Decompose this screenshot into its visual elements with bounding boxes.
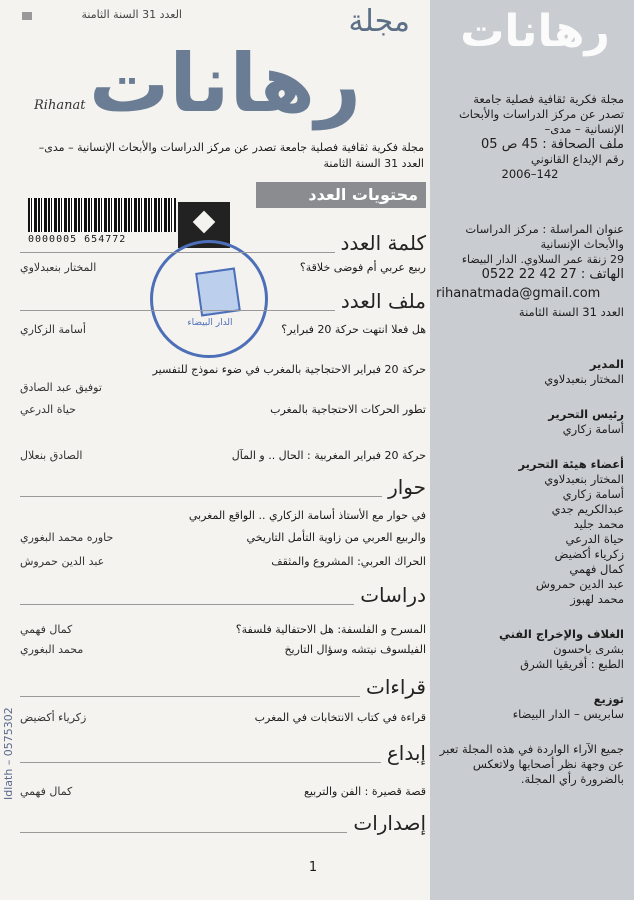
issue-top-label: العدد 31 السنة الثامنة — [81, 8, 182, 21]
section-title: دراسات — [354, 580, 426, 610]
section-header — [20, 738, 426, 768]
page-number: 1 — [308, 860, 318, 875]
item-title: في حوار مع الأستاذ أسامة الزكاري .. الواقع المغربي — [188, 509, 426, 522]
intro-text — [24, 140, 424, 176]
board-member: محمد لهبوز — [570, 592, 624, 606]
sidebar-desc-line: الإنسانية – مدى– — [544, 122, 624, 136]
margin-handwriting: Idlath – 0575302 — [2, 707, 15, 800]
majalla-label: مجلة — [348, 4, 410, 39]
item-author: توفيق عبد الصادق — [20, 381, 102, 394]
toc-item — [20, 402, 426, 418]
board-member: عبدالكريم جدي — [551, 502, 624, 516]
item-author: عبد الدين حمروش — [20, 555, 105, 568]
item-title: هل فعلا انتهت حركة 20 فبراير؟ — [281, 323, 426, 336]
sidebar-address-line: والأبحاث الإنسانية — [540, 237, 624, 251]
item-title: الحراك العربي: المشروع والمثقف — [271, 555, 426, 568]
section-title: كلمة العدد — [335, 228, 427, 258]
board-member: أسامة زكاري — [562, 487, 624, 501]
sidebar-desc-line: مجلة فكرية ثقافية فصلية جامعة — [473, 92, 624, 106]
item-author: كمال فهمي — [20, 785, 73, 798]
toc-item — [20, 710, 426, 726]
design-name: بشرى باحسون — [553, 642, 624, 656]
toc-item — [20, 448, 426, 464]
sidebar-staff — [436, 355, 624, 787]
board-label: أعضاء هيئة التحرير — [518, 457, 624, 471]
magazine-logo: رهانات — [88, 37, 362, 130]
sidebar-phone: الهاتف : 27 42 22 0522 — [481, 267, 624, 282]
sidebar-address — [436, 222, 624, 320]
sidebar-issue: العدد 31 السنة الثامنة — [518, 305, 624, 319]
decor-square-icon — [22, 12, 32, 20]
dist-label: توزيع — [593, 692, 624, 706]
toc-item — [20, 362, 426, 378]
item-author: حاوره محمد البغوري — [20, 531, 114, 544]
board-member: زكرياء أكضيض — [554, 547, 624, 561]
item-author: حياة الدرعي — [20, 403, 76, 416]
intro-line: العدد 31 السنة الثامنة — [323, 157, 424, 170]
section-title: حوار — [382, 472, 426, 502]
sidebar-logo: رهانات — [460, 6, 610, 57]
sidebar-desc-line: ملف الصحافة : 45 ص 05 — [481, 137, 624, 152]
section-title: ملف العدد — [335, 286, 426, 316]
board-member: حياة الدرعي — [565, 532, 624, 546]
disclaimer-line: جميع الآراء الواردة في هذه المجلة تعبر — [439, 742, 624, 756]
toc-item — [20, 322, 426, 338]
stamp-text: الدار البيضاء — [187, 318, 233, 328]
section-header — [20, 228, 426, 258]
section-header — [20, 286, 426, 316]
item-title: حركة 20 فبراير المغربية : الحال .. و المآل — [231, 449, 426, 462]
section-title: قراءات — [360, 672, 426, 702]
toc-item — [20, 554, 426, 570]
board-member: محمد جليد — [573, 517, 624, 531]
dist-info: سابريس – الدار البيضاء — [512, 707, 624, 721]
sidebar-email: rihanatmada@gmail.com — [436, 286, 601, 301]
director-name: المختار بنعبدلاوي — [544, 372, 624, 386]
editor-name: أسامة زكاري — [562, 422, 624, 436]
intro-line: مجلة فكرية ثقافية فصلية جامعة تصدر عن مركز الدراسات والأبحاث الإنسانية – مدى– — [38, 141, 424, 154]
sidebar-desc-line: رقم الإيداع القانوني — [530, 152, 624, 166]
item-title: حركة 20 فبراير الاحتجاجية بالمغرب في ضوء نموذج للتفسير — [152, 363, 426, 376]
sidebar-address-line: عنوان المراسلة : مركز الدراسات — [465, 222, 624, 236]
toc-item — [20, 530, 426, 546]
item-author: كمال فهمي — [20, 623, 73, 636]
item-author: زكرياء أكضيض — [20, 711, 87, 724]
toc-item — [20, 260, 426, 276]
section-header — [20, 580, 426, 610]
item-title: قراءة في كتاب الانتخابات في المغرب — [254, 711, 426, 724]
sidebar-desc-line: تصدر عن مركز الدراسات والأبحاث — [458, 107, 624, 121]
item-title: والربيع العربي من زاوية التأمل التاريخي — [246, 531, 426, 544]
item-author: محمد البغوري — [20, 643, 84, 656]
barcode-number: 0000005 654772 — [28, 234, 127, 245]
contents-title: محتويات العدد — [256, 182, 426, 208]
item-title: تطور الحركات الاحتجاجية بالمغرب — [270, 403, 426, 416]
toc-item — [20, 784, 426, 800]
item-title: الفيلسوف نيتشه وسؤال التاريخ — [284, 643, 426, 656]
toc-item — [20, 622, 426, 638]
toc-item — [20, 642, 426, 658]
item-author: المختار بنعبدلاوي — [20, 261, 97, 274]
board-member: المختار بنعبدلاوي — [544, 472, 624, 486]
item-title: قصة قصيرة : الفن والتربيع — [303, 785, 426, 798]
section-title: إبداع — [381, 738, 426, 768]
director-label: المدير — [589, 357, 624, 371]
disclaimer-line: عن وجهة نظر أصحابها ولاتعكس — [472, 757, 624, 771]
item-author: أسامة الزكاري — [20, 323, 86, 336]
disclaimer-line: بالضرورة رأي المجلة. — [520, 772, 624, 786]
toc-item — [20, 508, 426, 524]
board-member: عبد الدين حمروش — [535, 577, 624, 591]
editor-label: رئيس التحرير — [548, 407, 624, 421]
sidebar-address-line: 29 زنقة عمر السلاوي. الدار البيضاء — [461, 253, 624, 266]
section-header — [20, 672, 426, 702]
sidebar-desc-line: 142–2006 — [501, 167, 559, 181]
section-title: إصدارات — [347, 808, 426, 838]
item-title: المسرح و الفلسفة: هل الاحتفالية فلسفة؟ — [235, 623, 426, 636]
barcode-icon — [28, 198, 176, 232]
item-title: ربيع عربي أم فوضى خلاقة؟ — [299, 261, 426, 274]
print-info: الطبع : أفريقيا الشرق — [520, 657, 624, 671]
section-header — [20, 808, 426, 838]
section-header — [20, 472, 426, 502]
logo-latin: Rihanat — [34, 98, 86, 113]
design-label: الغلاف والإخراج الفني — [498, 627, 624, 641]
item-author: الصادق بنعلال — [20, 449, 83, 462]
toc-item — [20, 380, 426, 396]
board-member: كمال فهمي — [569, 562, 624, 576]
sidebar-description — [436, 92, 624, 182]
